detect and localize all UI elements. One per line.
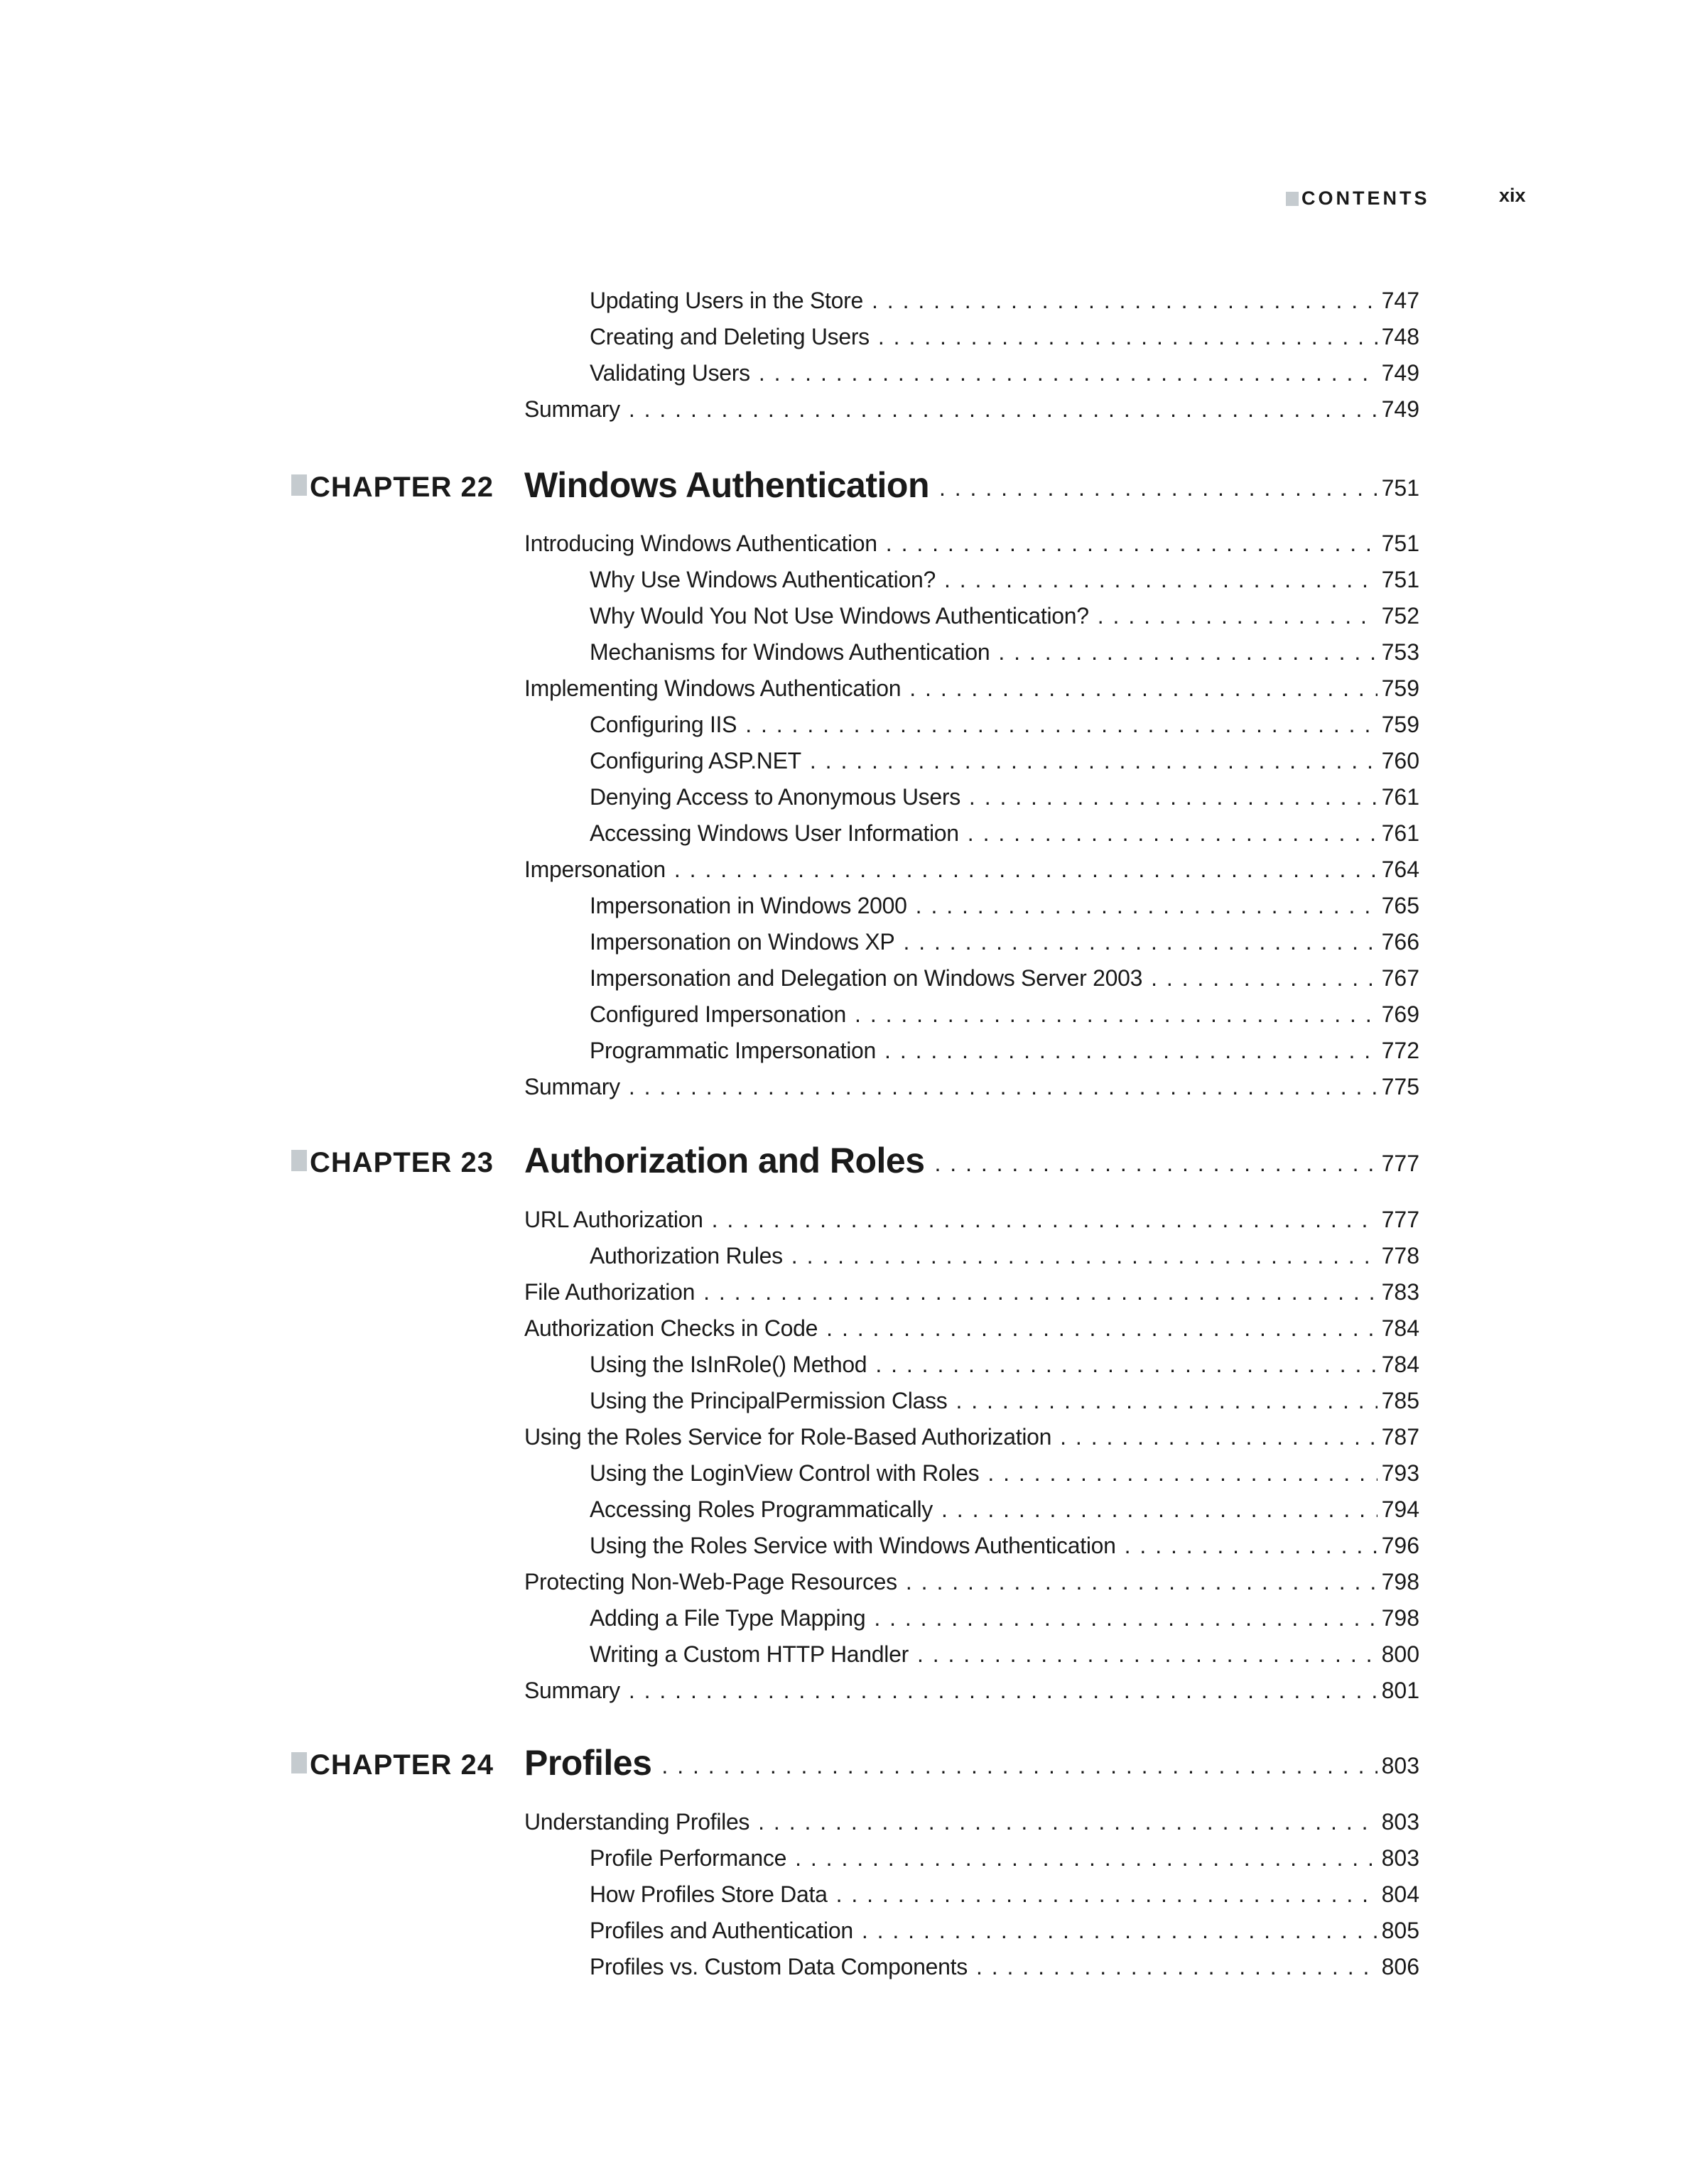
entry-title: Accessing Windows User Information [590, 820, 959, 846]
entry-page: 766 [1381, 929, 1419, 955]
dot-leader [909, 675, 1377, 702]
entry-page: 783 [1381, 1279, 1419, 1305]
entry-title: Impersonation [524, 857, 666, 882]
entry-title: Impersonation and Delegation on Windows Server 2003 [590, 965, 1143, 991]
toc-entry[interactable] [590, 707, 1419, 738]
entry-title: Writing a Custom HTTP Handler [590, 1641, 909, 1667]
dot-leader [745, 712, 1377, 738]
toc-entry[interactable] [590, 598, 1419, 629]
toc-entry[interactable] [590, 1913, 1419, 1944]
entry-title: Introducing Windows Authentication [524, 531, 877, 556]
dot-leader [944, 567, 1377, 593]
chapter-heading[interactable] [291, 1139, 1419, 1188]
dot-leader [916, 893, 1377, 919]
toc-entry[interactable] [590, 815, 1419, 847]
entry-page: 765 [1381, 893, 1419, 918]
entry-page: 775 [1381, 1074, 1419, 1099]
dot-leader [1098, 603, 1377, 629]
entry-page: 761 [1381, 784, 1419, 810]
dot-leader [1060, 1424, 1377, 1450]
dot-leader [791, 1243, 1377, 1269]
dot-leader [758, 1809, 1377, 1835]
entry-page: 798 [1381, 1569, 1419, 1594]
entry-title: Summary [524, 1678, 620, 1703]
toc-entry[interactable] [590, 562, 1419, 593]
entry-title: Implementing Windows Authentication [524, 675, 902, 701]
entry-title: Updating Users in the Store [590, 288, 863, 313]
dot-leader [969, 784, 1377, 810]
dot-leader [759, 360, 1377, 386]
chapter-heading[interactable] [291, 463, 1419, 513]
toc-entry[interactable] [524, 1274, 1419, 1305]
toc-entry[interactable] [590, 319, 1419, 350]
entry-page: 800 [1381, 1641, 1419, 1667]
entry-title: URL Authorization [524, 1207, 703, 1232]
entry-page: 769 [1381, 1001, 1419, 1027]
dot-leader [629, 1678, 1377, 1704]
dot-leader [629, 396, 1377, 423]
toc-entry[interactable] [590, 743, 1419, 774]
entry-title: Profiles vs. Custom Data Components [590, 1954, 968, 1979]
entry-title: Configuring ASP.NET [590, 748, 801, 773]
dot-leader [826, 1315, 1377, 1342]
entry-page: 760 [1381, 748, 1419, 773]
entry-page: 784 [1381, 1315, 1419, 1341]
entry-page: 793 [1381, 1460, 1419, 1486]
entry-page: 748 [1381, 324, 1419, 349]
dot-leader [810, 748, 1377, 774]
entry-title: Accessing Roles Programmatically [590, 1496, 933, 1522]
entry-page: 805 [1381, 1918, 1419, 1943]
entry-page: 749 [1381, 396, 1419, 422]
dot-leader [862, 1918, 1377, 1944]
dot-leader [906, 1569, 1377, 1595]
entry-title: How Profiles Store Data [590, 1881, 828, 1907]
chapter-page: 803 [1381, 1753, 1419, 1778]
entry-title: Programmatic Impersonation [590, 1038, 877, 1063]
toc-entry[interactable] [590, 634, 1419, 665]
dot-leader [998, 639, 1377, 665]
entry-page: 759 [1381, 712, 1419, 737]
entry-title: Impersonation in Windows 2000 [590, 893, 907, 918]
toc-entry[interactable] [590, 1528, 1419, 1559]
dot-leader [874, 1605, 1377, 1631]
chapter-marker-icon [291, 474, 307, 496]
toc-entry[interactable] [590, 924, 1419, 955]
toc-entry[interactable] [524, 670, 1419, 702]
chapter-marker-icon [291, 1150, 307, 1171]
toc-entry[interactable] [524, 391, 1419, 423]
entry-page: 787 [1381, 1424, 1419, 1450]
dot-leader [674, 857, 1377, 883]
toc-entry[interactable] [524, 1804, 1419, 1835]
entry-page: 796 [1381, 1533, 1419, 1558]
entry-title: Impersonation on Windows XP [590, 929, 895, 955]
entry-page: 801 [1381, 1678, 1419, 1703]
dot-leader [939, 475, 1377, 506]
entry-page: 794 [1381, 1496, 1419, 1522]
entry-title: Why Use Windows Authentication? [590, 567, 936, 592]
entry-title: Authorization Checks in Code [524, 1315, 818, 1341]
chapter-title: Windows Authentication [524, 465, 929, 505]
chapter-title: Authorization and Roles [524, 1141, 925, 1180]
dot-leader [1125, 1533, 1377, 1559]
entry-title: File Authorization [524, 1279, 695, 1305]
dot-leader [703, 1279, 1377, 1305]
entry-page: 751 [1381, 531, 1419, 556]
chapter-page: 751 [1381, 475, 1419, 501]
entry-title: Denying Access to Anonymous Users [590, 784, 960, 810]
toc-entry[interactable] [590, 960, 1419, 992]
dot-leader [1151, 965, 1377, 992]
dot-leader [661, 1753, 1377, 1783]
entry-title: Configured Impersonation [590, 1001, 847, 1027]
chapter-marker-icon [291, 1752, 307, 1773]
toc-entry[interactable] [524, 1202, 1419, 1233]
entry-title: Summary [524, 1074, 620, 1099]
dot-leader [875, 1352, 1377, 1378]
entry-title: Adding a File Type Mapping [590, 1605, 866, 1631]
chapter-label: CHAPTER 22 [310, 472, 494, 503]
toc-entry[interactable] [524, 526, 1419, 557]
toc-entry[interactable] [590, 1033, 1419, 1064]
toc-entry[interactable] [524, 852, 1419, 883]
toc-entry[interactable] [590, 283, 1419, 314]
entry-page: 751 [1381, 567, 1419, 592]
entry-title: Protecting Non-Web-Page Resources [524, 1569, 897, 1594]
section-label: CONTENTS [1301, 188, 1430, 209]
toc-entry[interactable] [590, 1949, 1419, 1980]
chapter-title: Profiles [524, 1743, 652, 1783]
entry-page: 784 [1381, 1352, 1419, 1377]
toc-entry[interactable] [590, 888, 1419, 919]
chapter-label: CHAPTER 24 [310, 1749, 494, 1781]
entry-title: Understanding Profiles [524, 1809, 750, 1835]
dot-leader [712, 1207, 1377, 1233]
entry-page: 772 [1381, 1038, 1419, 1063]
toc-entry[interactable] [524, 1310, 1419, 1342]
entry-page: 803 [1381, 1809, 1419, 1835]
toc-entry[interactable] [590, 779, 1419, 810]
dot-leader [795, 1845, 1377, 1871]
toc-entry[interactable] [590, 996, 1419, 1028]
entry-title: Using the IsInRole() Method [590, 1352, 867, 1377]
entry-page: 753 [1381, 639, 1419, 665]
dot-leader [956, 1388, 1377, 1414]
entry-page: 767 [1381, 965, 1419, 991]
chapter-heading[interactable] [291, 1741, 1419, 1791]
entry-page: 803 [1381, 1845, 1419, 1871]
entry-page: 764 [1381, 857, 1419, 882]
entry-page: 752 [1381, 603, 1419, 629]
dot-leader [941, 1496, 1377, 1523]
entry-title: Profile Performance [590, 1845, 787, 1871]
toc-entry[interactable] [590, 1383, 1419, 1414]
entry-title: Configuring IIS [590, 712, 737, 737]
toc-entry[interactable] [590, 1636, 1419, 1668]
dot-leader [917, 1641, 1377, 1668]
entry-page: 798 [1381, 1605, 1419, 1631]
toc-entry[interactable] [590, 1238, 1419, 1269]
entry-title: Creating and Deleting Users [590, 324, 870, 349]
entry-page: 804 [1381, 1881, 1419, 1907]
dot-leader [903, 929, 1377, 955]
entry-title: Authorization Rules [590, 1243, 783, 1268]
dot-leader [886, 531, 1377, 557]
dot-leader [987, 1460, 1377, 1487]
dot-leader [872, 288, 1377, 314]
entry-title: Using the Roles Service for Role-Based Authorization [524, 1424, 1052, 1450]
entry-page: 806 [1381, 1954, 1419, 1979]
toc-entry[interactable] [524, 1069, 1419, 1100]
section-marker-icon [1286, 192, 1299, 206]
dot-leader [878, 324, 1377, 350]
toc-entry[interactable] [590, 1492, 1419, 1523]
dot-leader [976, 1954, 1377, 1980]
entry-page: 785 [1381, 1388, 1419, 1413]
running-header [1286, 183, 1542, 212]
entry-page: 749 [1381, 360, 1419, 386]
toc-entry[interactable] [590, 355, 1419, 386]
dot-leader [629, 1074, 1377, 1100]
entry-title: Profiles and Authentication [590, 1918, 853, 1943]
chapter-label: CHAPTER 23 [310, 1147, 494, 1178]
toc-entry[interactable] [524, 1673, 1419, 1704]
entry-title: Using the Roles Service with Windows Authentication [590, 1533, 1116, 1558]
entry-page: 747 [1381, 288, 1419, 313]
dot-leader [836, 1881, 1377, 1908]
entry-page: 778 [1381, 1243, 1419, 1268]
dot-leader [884, 1038, 1377, 1064]
entry-page: 759 [1381, 675, 1419, 701]
toc-entry[interactable] [590, 1455, 1419, 1487]
toc-entry[interactable] [590, 1876, 1419, 1908]
toc-entry[interactable] [590, 1347, 1419, 1378]
chapter-page: 777 [1381, 1151, 1419, 1176]
dot-leader [935, 1151, 1377, 1181]
entry-title: Using the LoginView Control with Roles [590, 1460, 980, 1486]
page-number: xix [1499, 185, 1526, 206]
entry-title: Why Would You Not Use Windows Authentication? [590, 603, 1089, 629]
toc-entry[interactable] [524, 1419, 1419, 1450]
entry-page: 777 [1381, 1207, 1419, 1232]
toc-entry[interactable] [524, 1564, 1419, 1595]
toc-entry[interactable] [590, 1600, 1419, 1631]
toc-entry[interactable] [590, 1840, 1419, 1871]
entry-page: 761 [1381, 820, 1419, 846]
entry-title: Summary [524, 396, 620, 422]
entry-title: Validating Users [590, 360, 750, 386]
entry-title: Using the PrincipalPermission Class [590, 1388, 948, 1413]
entry-title: Mechanisms for Windows Authentication [590, 639, 990, 665]
dot-leader [968, 820, 1377, 847]
dot-leader [855, 1001, 1377, 1028]
